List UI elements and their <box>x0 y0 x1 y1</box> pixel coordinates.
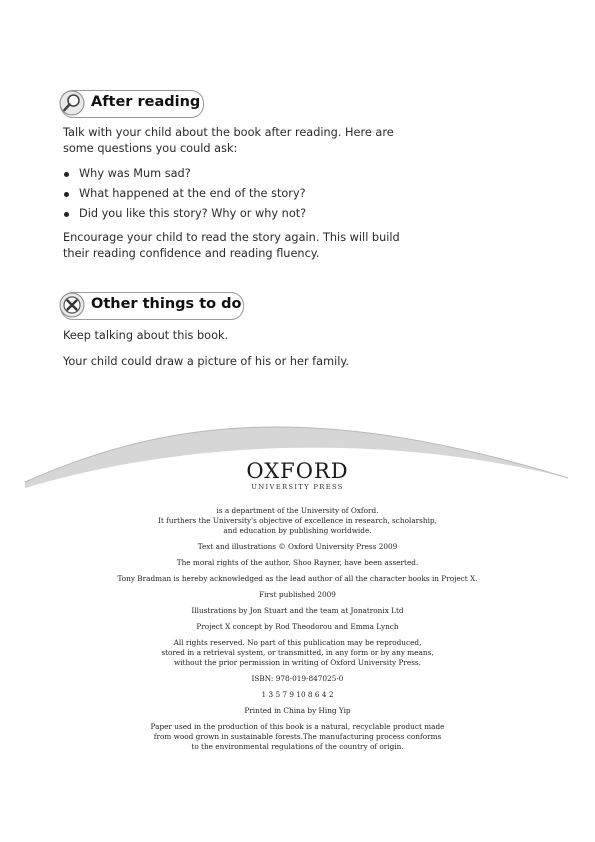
after-reading-title: After reading <box>91 94 201 110</box>
isbn: ISBN: 978-019-847025-0 <box>251 674 344 683</box>
imprint-line: All rights reserved. No part of this publication may be reproduced, stored in a retrieval system, or transmitted, in any form or by any means, without the prior permission in writing of Oxford University Press. <box>161 638 434 667</box>
other-things-line-1: Keep talking about this book. <box>63 329 229 342</box>
list-item: What happened at the end of the story? <box>63 184 306 204</box>
imprint-page <box>0 460 595 758</box>
bullet-icon <box>64 192 69 197</box>
imprint-line: Project X concept by Rod Theodorou and Emma Lynch <box>196 622 399 631</box>
other-things-heading <box>60 292 244 320</box>
question-list <box>63 164 306 224</box>
after-reading-intro: Talk with your child about the book after reading. Here are some questions you could ask: <box>63 126 394 155</box>
bullet-icon <box>64 212 69 217</box>
imprint-line: Paper used in the production of this book is a natural, recyclable product made from wood grown in sustainable forests.The manufacturing process conforms to the environmental regulations of the country of origin. <box>150 722 445 751</box>
bullet-icon <box>64 172 69 177</box>
magnifier-icon <box>59 90 85 116</box>
imprint-line: Tony Bradman is hereby acknowledged as the lead author of all the character books in Project X. <box>117 574 478 583</box>
other-things-title: Other things to do <box>91 296 242 312</box>
university-press-label: UNIVERSITY PRESS <box>251 483 344 491</box>
list-item: Why was Mum sad? <box>63 164 306 184</box>
imprint-line: Illustrations by Jon Stuart and the team at Jonatronix Ltd <box>191 606 404 615</box>
project-x-icon <box>59 292 85 318</box>
imprint-line: Text and illustrations © Oxford University Press 2009 <box>197 542 398 551</box>
imprint-line: First published 2009 <box>259 590 336 599</box>
imprint-line: Printed in China by Hing Yip <box>244 706 351 715</box>
other-things-line-2: Your child could draw a picture of his or her family. <box>63 355 350 368</box>
imprint-line: is a department of the University of Oxford. It furthers the University's objective of excellence in research, scholarship, and education by publishing worldwide. <box>158 506 437 535</box>
after-reading-heading <box>60 90 204 118</box>
print-line-numbers: 1 3 5 7 9 10 8 6 4 2 <box>261 690 334 699</box>
oxford-logo: OXFORD <box>246 459 349 483</box>
encourage-text: Encourage your child to read the story again. This will build their reading confidence and reading fluency. <box>63 231 400 260</box>
imprint-line: The moral rights of the author, Shoo Rayner, have been asserted. <box>176 558 419 567</box>
list-item: Did you like this story? Why or why not? <box>63 204 306 224</box>
